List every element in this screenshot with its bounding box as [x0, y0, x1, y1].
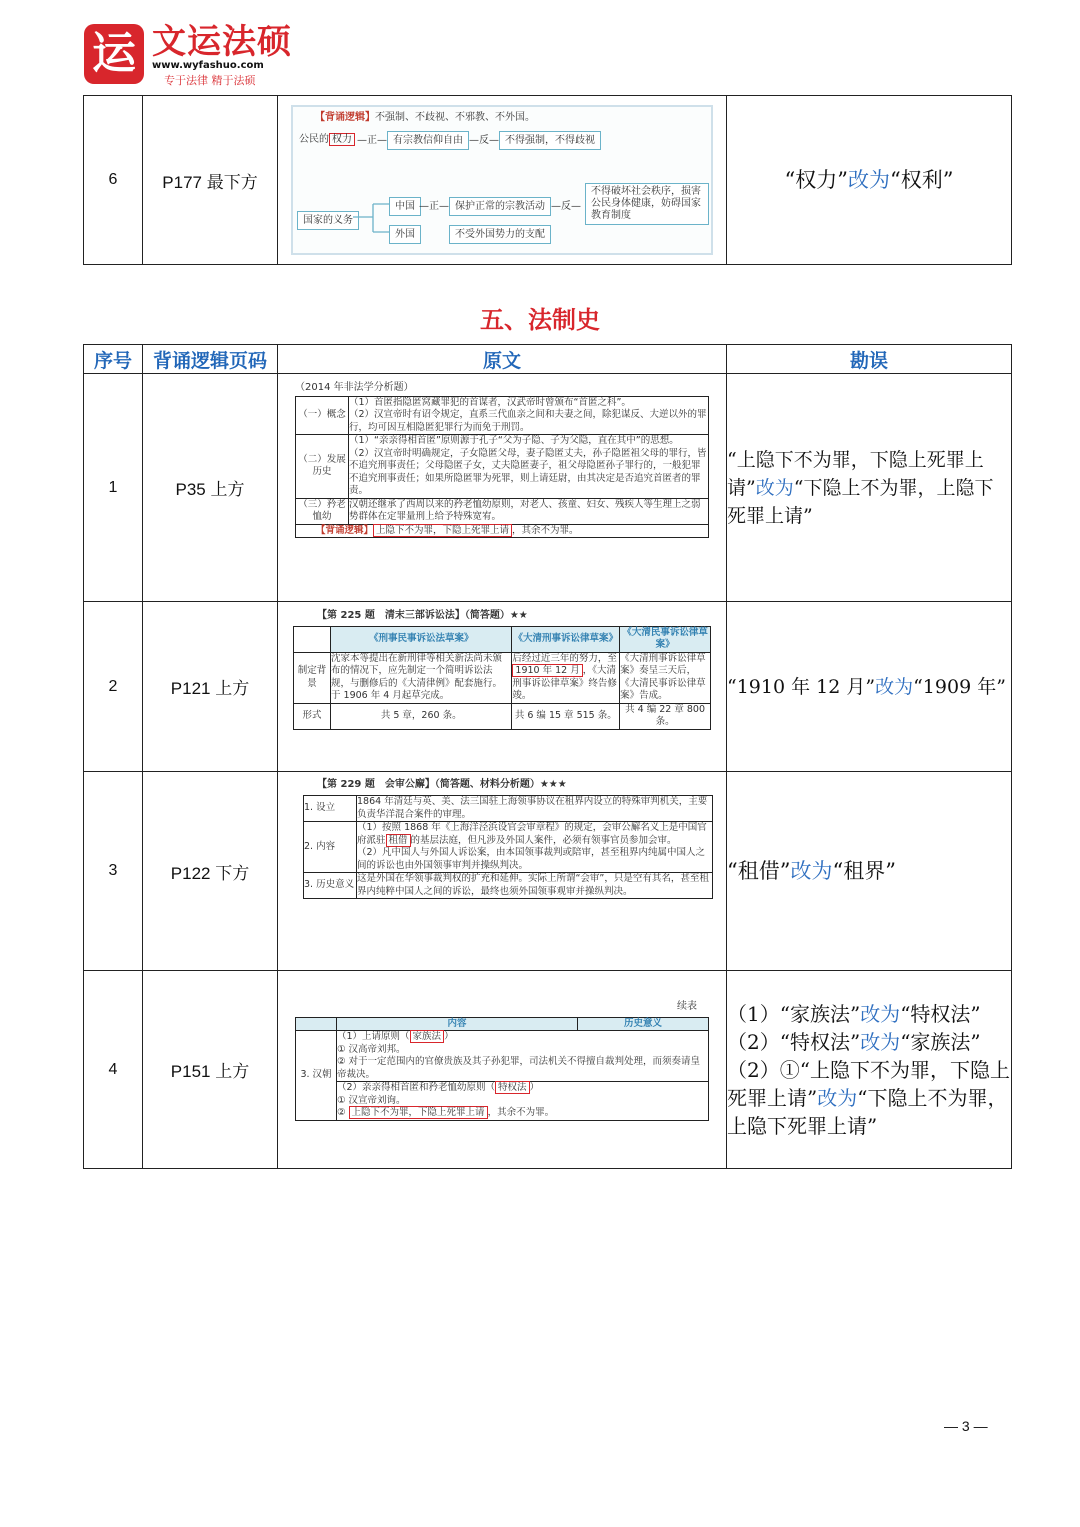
page-ref: P122 下方	[143, 772, 278, 971]
background-cell-3: 《大清刑事诉讼律草案》奏呈三天后，《大清民事诉讼律草案》告成。	[620, 652, 711, 703]
row-number: 6	[84, 96, 143, 265]
form-label: 形式	[294, 703, 331, 729]
history-text-1: （1）“亲亲得相首匿”原则源于孔子“父为子隐、子为父隐，直在其中”的思想。	[349, 435, 679, 446]
excerpt-caption: （2014 年非法学分析题）	[295, 381, 414, 393]
excerpt-image	[287, 607, 717, 767]
row-number: 1	[84, 374, 143, 602]
col-header-significance: 历史意义	[578, 1017, 709, 1031]
col-header-2: 《大清刑事诉讼律草案》	[512, 626, 620, 652]
fan2-label: —反—	[551, 201, 581, 212]
excerpt-table	[295, 396, 709, 539]
concept-label: （一）概念	[296, 396, 349, 435]
header-correction: 勘误	[727, 345, 1012, 374]
table-row	[84, 374, 1012, 602]
section-title: 五、法制史	[480, 306, 600, 334]
history-label: （二）发展历史	[296, 435, 349, 499]
correction-line-3: （2）①“上隐下不为罪，下隐上死罪上请”改为“下隐上不为罪，上隐下死罪上请”	[727, 1057, 1010, 1138]
excerpt-image	[287, 379, 717, 597]
logic-line: 【背诵逻辑】 上隐下不为罪，下隐上死罪上请 ，其余不为罪。	[296, 524, 709, 538]
boxed-error-word: 家族法	[410, 1030, 445, 1043]
page-ref: P151 上方	[143, 971, 278, 1169]
original-excerpt	[278, 602, 727, 772]
logic-label: 【背诵逻辑】	[315, 112, 375, 123]
zheng-label: —正—	[357, 135, 387, 146]
correction-line-2: （2）“特权法”改为“家族法”	[727, 1029, 981, 1054]
errata-table	[83, 344, 1012, 1169]
excerpt-table	[303, 795, 713, 899]
nobreak-node: 不得破坏社会秩序，损害公民身体健康，妨碍国家教育制度	[585, 183, 709, 225]
protect-node: 保护正常的宗教活动	[449, 197, 551, 216]
background-cell-1: 沈家本等提出在新刑律等相关新法尚未颁布的情况下，应先制定一个简明诉讼法规，与删修后的《大清律例》配套施行。于 1906 年 4 月起草完成。	[331, 652, 512, 703]
form-cell-3: 共 4 编 22 章 800 条。	[620, 703, 711, 729]
establish-label: 1. 设立	[304, 796, 357, 822]
logo-name: 文运法硕	[152, 22, 292, 62]
row-number: 2	[84, 602, 143, 772]
nocontrol-node: 不受外国势力的支配	[449, 225, 551, 244]
mercy-text: 汉朝还继承了西周以来的矜老恤幼原则，对老人、孩童、妇女、残疾人等生理上之弱势群体在定罪量刑上给予特殊宽宥。	[349, 498, 709, 524]
background-label: 制定背景	[294, 652, 331, 703]
boxed-error-word: 租借	[386, 834, 411, 847]
correction-cell: “1910 年 12 月”改为“1909 年”	[727, 602, 1012, 772]
citizen-prefix: 公民的	[299, 134, 329, 145]
table-row	[84, 602, 1012, 772]
correction-cell: “上隐下不为罪，下隐上死罪上请”改为“下隐上不为罪，上隐下死罪上请”	[727, 374, 1012, 602]
boxed-error-word: 特权法	[495, 1081, 530, 1094]
establish-text: 1864 年清廷与英、美、法三国驻上海领事协议在租界内设立的特殊审判机关，主要负责华洋混合案件的审理。	[357, 796, 713, 822]
content-text-1: （1）按照 1868 年《上海洋泾浜设官会审章程》的规定，会审公廨名义上是中国官府派驻 租借 的基层法庭，但凡涉及外国人案件，必须有领事官员参加会审。	[357, 822, 707, 846]
fan-label: —反—	[469, 135, 499, 146]
content-text-2: （2）凡中国人与外国人诉讼案，由本国领事裁判或陪审，甚至租界内纯属中国人之间的诉讼也由外国领事审判并操纵判决。	[357, 847, 706, 871]
mindmap-image	[291, 105, 713, 255]
content-label: 2. 内容	[304, 822, 357, 873]
table-header-row	[84, 345, 1012, 374]
china-node: 中国	[389, 197, 421, 216]
mercy-label: （三）矜老恤幼	[296, 498, 349, 524]
logo-url: www.wyfashuo.com	[152, 60, 264, 71]
correction-cell: “权力”改为“权利”	[727, 96, 1012, 265]
concept-text-2: （2）汉宣帝时有诏令规定，直系三代血亲之间和夫妻之间，除犯谋反、大逆以外的罪行，均可因互相隐匿犯罪行为而免于刑罚。	[349, 409, 707, 433]
table-row	[84, 96, 1012, 265]
correction-line-1: （1）“家族法”改为“特权法”	[727, 1001, 981, 1026]
page-ref: P35 上方	[143, 374, 278, 602]
original-excerpt	[278, 971, 727, 1169]
mindmap-connectors	[293, 107, 711, 253]
foreign-node: 外国	[389, 225, 421, 244]
boxed-error-text: 1910 年 12 月	[512, 664, 582, 677]
boxed-error-text: 上隐下不为罪，下隐上死罪上请	[349, 1106, 488, 1119]
correction-cell: “租借”改为“租界”	[727, 772, 1012, 971]
logic-text: 不强制、不歧视、不邪教、不外国。	[375, 112, 535, 123]
background-cell-2: 后经过近三年的努力，至1910 年 12 月 ，《大清刑事诉讼律草案》终告修竣。	[512, 652, 620, 703]
continued-errata-table	[83, 95, 1012, 265]
header-page: 背诵逻辑页码	[143, 345, 278, 374]
form-cell-1: 共 5 章，260 条。	[331, 703, 512, 729]
table-row	[84, 971, 1012, 1169]
col-header-1: 《刑事民事诉讼法草案》	[331, 626, 512, 652]
significance-label: 3. 历史意义	[304, 873, 357, 899]
header-original: 原文	[278, 345, 727, 374]
concept-text-1: （1）首匿指隐匿窝藏罪犯的首谋者，汉武帝时曾颁布“首匿之科”。	[349, 396, 631, 408]
excerpt-image	[287, 776, 717, 966]
boxed-error-text: 上隐下不为罪，下隐上死罪上请	[373, 524, 512, 537]
form-cell-2: 共 6 编 15 章 515 条。	[512, 703, 620, 729]
page-ref: P177 最下方	[143, 96, 278, 265]
col-header-content: 内容	[337, 1017, 578, 1031]
excerpt-caption: 【第 225 题 清末三部诉讼法】（简答题）★★	[317, 609, 528, 621]
history-text-2: （2）汉宣帝时明确规定，子女隐匿父母，妻子隐匿丈夫，孙子隐匿祖父母的罪行，皆不追究刑事责任；父母隐匿子女，丈夫隐匿妻子，祖父母隐匿孙子罪行的，一般犯罪不追究刑事责任；如果所隐匿罪为死罪，则上请廷尉，由其决定是否追究首匿者的罪责。	[349, 447, 707, 496]
page-number: — 3 —	[944, 1418, 988, 1434]
logo-mark: 运	[84, 24, 144, 84]
header-number: 序号	[84, 345, 143, 374]
row-number: 3	[84, 772, 143, 971]
freedom-node: 有宗教信仰自由	[387, 131, 469, 150]
concealment-block: （2）亲亲得相首匿和矜老恤幼原则（ 特权法 ） ① 汉宣帝刘询。 ② 上隐下不为罪，下隐上死罪上请 ，其余不为罪。	[337, 1082, 709, 1121]
boxed-error-word: 权力	[329, 133, 355, 146]
original-excerpt	[278, 374, 727, 602]
page-ref: P121 上方	[143, 602, 278, 772]
original-excerpt	[278, 96, 727, 265]
original-excerpt	[278, 772, 727, 971]
noforce-node: 不得强制，不得歧视	[499, 131, 601, 150]
col-header-3: 《大清民事诉讼律草案》	[620, 626, 711, 652]
petition-block: （1）上请原则（ 家族法 ） ① 汉高帝刘邦。 ② 对于一定范围内的官僚贵族及其子孙犯罪，司法机关不得擅自裁判处理，而须奏请皇帝裁决。	[337, 1031, 709, 1082]
excerpt-table	[293, 626, 711, 730]
han-label: 3. 汉朝	[296, 1031, 337, 1121]
correction-cell	[727, 971, 1012, 1169]
row-number: 4	[84, 971, 143, 1169]
excerpt-table	[295, 1017, 709, 1121]
zheng2-label: —正—	[419, 201, 449, 212]
logo-slogan: 专于法律 精于法硕	[164, 74, 256, 87]
excerpt-image	[287, 976, 717, 1164]
continued-label: 续表	[677, 1000, 697, 1012]
table-row	[84, 772, 1012, 971]
state-node: 国家的义务	[297, 211, 359, 230]
significance-text: 这是外国在华领事裁判权的扩充和延伸。实际上所谓“会审”，只是空有其名，甚至租界内纯粹中国人之间的诉讼，最终也须外国领事观审并操纵判决。	[357, 873, 713, 899]
excerpt-caption: 【第 229 题 会审公廨】（简答题、材料分析题）★★★	[317, 779, 567, 790]
